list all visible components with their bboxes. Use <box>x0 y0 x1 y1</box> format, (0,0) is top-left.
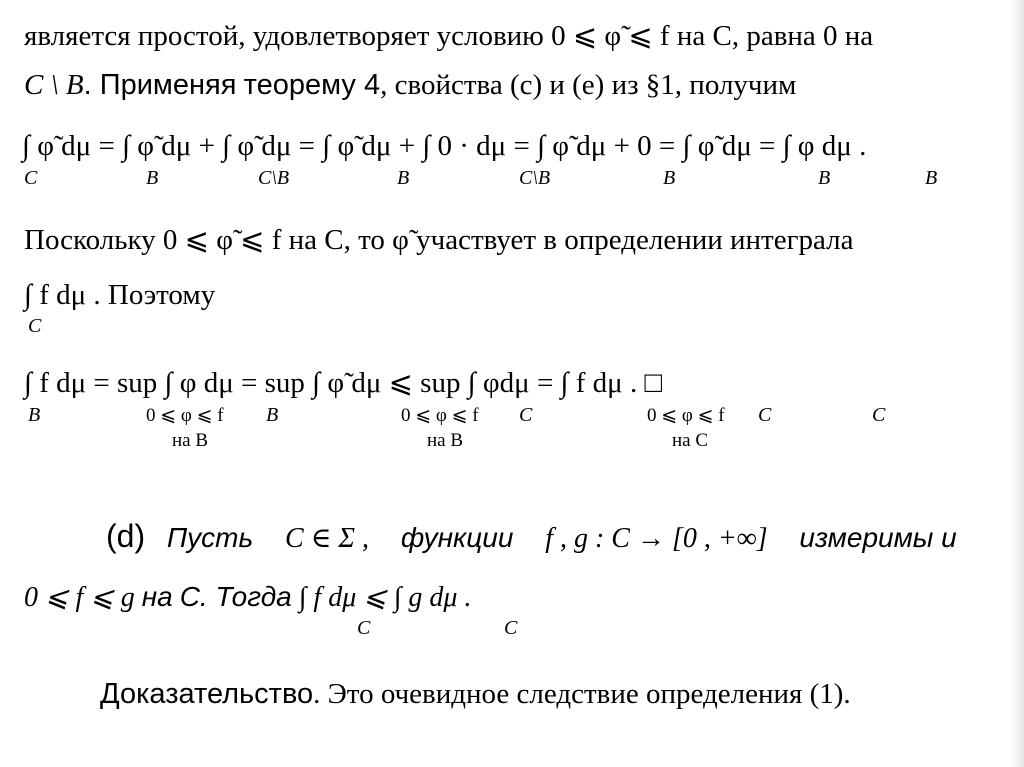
sup-on-3: на C <box>672 430 709 451</box>
eq2-sub-4: C <box>758 404 772 426</box>
text-line-3 <box>24 224 853 256</box>
item-d-sub-2: C <box>504 617 518 639</box>
sup-on-1: на B <box>172 430 209 451</box>
proof-text: . Это очевидное следствие определения (1). <box>313 678 851 710</box>
proof-label: Доказательство <box>100 678 314 710</box>
eq1-sub-8: B <box>925 167 938 189</box>
sup-on-2: на B <box>427 430 464 451</box>
item-d-integrals: ∫ f dμ ⩽ ∫ g dμ . <box>298 582 472 613</box>
item-d-text-3: измеримы и <box>799 522 957 553</box>
text-line-4-content: ∫ f dμ . Поэтому <box>24 279 216 311</box>
item-d-inequality: 0 ⩽ f ⩽ g <box>24 582 135 613</box>
eq1-sub-3: C\B <box>258 167 290 189</box>
qed-symbol: □ <box>644 367 662 399</box>
equation-1-content: ∫ φ̃ dμ = ∫ φ̃ dμ + ∫ φ̃ dμ = ∫ φ̃ dμ + ∫ 0 · dμ = ∫ φ̃ dμ + 0 = ∫ φ̃ dμ = ∫ φ dμ . <box>22 130 867 162</box>
line4-sub: C <box>28 315 42 337</box>
equation-1 <box>22 130 866 163</box>
item-d-then: C. Тогда <box>179 581 292 612</box>
equation-2-content: ∫ f dμ = sup ∫ φ dμ = sup ∫ φ̃ dμ ⩽ sup ∫ φdμ = ∫ f dμ . <box>24 367 638 399</box>
text-line-2 <box>24 69 796 101</box>
right-edge-shadow <box>1010 0 1024 767</box>
eq2-sub-5: C <box>872 404 886 426</box>
text-line-2-b: , свойства (c) и (e) из §1, получим <box>380 69 797 101</box>
proof-line <box>100 678 851 710</box>
eq1-sub-2: B <box>146 167 159 189</box>
item-d-label: (d) <box>106 518 146 554</box>
eq1-sub-7: B <box>818 167 831 189</box>
text-line-1-content: является простой, удовлетворяет условию 0 ⩽ φ̃ ⩽ f на C, равна 0 на <box>24 20 874 52</box>
eq2-sub-2: B <box>266 404 279 426</box>
eq1-sub-5: C\B <box>519 167 551 189</box>
item-d-line-2 <box>24 581 471 614</box>
text-line-3-content: Поскольку 0 ⩽ φ̃ ⩽ f на C, то φ̃ участвует в определении интеграла <box>24 224 854 256</box>
sup-cond-1: 0 ⩽ φ ⩽ f <box>146 405 224 426</box>
set-difference: C \ B <box>24 69 84 101</box>
item-d-formula-1: C ∈ Σ , <box>285 523 370 554</box>
sup-cond-3: 0 ⩽ φ ⩽ f <box>647 405 725 426</box>
eq1-sub-1: C <box>24 167 38 189</box>
item-d-line-1 <box>106 520 957 555</box>
item-d-on: на <box>141 581 173 612</box>
text-line-4 <box>24 279 215 311</box>
eq1-sub-4: B <box>397 167 410 189</box>
sup-cond-2: 0 ⩽ φ ⩽ f <box>401 405 479 426</box>
text-line-1 <box>24 20 873 52</box>
item-d-formula-2: f , g : C → [0 , +∞] <box>545 523 768 554</box>
item-d-sub-1: C <box>357 617 371 639</box>
equation-2 <box>24 365 662 400</box>
eq2-sub-1: B <box>28 404 41 426</box>
item-d-text-1: Пусть <box>166 522 254 553</box>
theorem-4-ref: теорему 4 <box>243 69 381 101</box>
eq2-sub-3: C <box>519 404 533 426</box>
item-d-text-2: функции <box>400 522 514 553</box>
text-line-2-a: . Применяя <box>83 69 237 101</box>
eq1-sub-6: B <box>663 167 676 189</box>
